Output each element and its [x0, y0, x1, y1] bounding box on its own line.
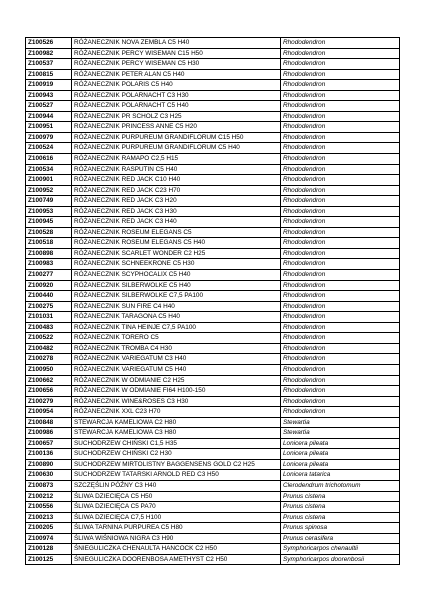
table-row	[26, 459, 400, 470]
latin-name-cell: Rhododendron	[281, 280, 400, 291]
latin-name-cell: Rhododendron	[281, 227, 400, 238]
plant-catalog-table	[25, 37, 400, 565]
product-name-cell: RÓŻANECZNIK W ODMIANIE FI64 H100-150	[72, 386, 281, 397]
latin-name-cell: Rhododendron	[281, 48, 400, 59]
table-row	[26, 80, 400, 91]
latin-name-cell: Clerodendrum trichotomum	[281, 480, 400, 491]
product-code-cell: Z100522	[26, 333, 72, 344]
latin-name-cell: Lonicera tatarica	[281, 470, 400, 481]
product-code-cell: Z100275	[26, 301, 72, 312]
table-row	[26, 428, 400, 439]
table-row	[26, 280, 400, 291]
product-code-cell: Z100630	[26, 470, 72, 481]
latin-name-cell: Rhododendron	[281, 333, 400, 344]
table-row	[26, 322, 400, 333]
latin-name-cell: Rhododendron	[281, 196, 400, 207]
product-name-cell: RÓŻANECZNIK SUN FIRE C4 H40	[72, 301, 281, 312]
product-name-cell: RÓŻANECZNIK RED JACK C23 H70	[72, 185, 281, 196]
product-code-cell: Z100213	[26, 512, 72, 523]
table-row	[26, 533, 400, 544]
table-row	[26, 48, 400, 59]
product-code-cell: Z100125	[26, 554, 72, 565]
product-code-cell: Z100951	[26, 122, 72, 133]
product-name-cell: RÓŻANECZNIK SCARLET WONDER C2 H25	[72, 248, 281, 259]
product-name-cell: RÓŻANECZNIK SCHNEEKRONE C5 H30	[72, 259, 281, 270]
product-name-cell: RÓŻANECZNIK TINA HEINJE C7,5 PA100	[72, 322, 281, 333]
product-name-cell: ŚLIWA DZIECIĘCA C5 PA70	[72, 502, 281, 513]
latin-name-cell: Rhododendron	[281, 312, 400, 323]
table-row	[26, 407, 400, 418]
product-code-cell: Z100212	[26, 491, 72, 502]
product-name-cell: ŚNIEGULICZKA CHENAULTA HANCOCK C2 H50	[72, 544, 281, 555]
product-name-cell: RÓŻANECZNIK SILBERWOLKE C5 H40	[72, 280, 281, 291]
product-code-cell: Z100657	[26, 438, 72, 449]
product-name-cell: RÓŻANECZNIK RED JACK C10 H40	[72, 175, 281, 186]
table-row	[26, 206, 400, 217]
product-name-cell: RÓŻANECZNIK NOVA ZEMBLA C5 H40	[72, 38, 281, 49]
product-name-cell: RÓŻANECZNIK POLARIS C5 H40	[72, 80, 281, 91]
product-name-cell: SUCHODRZEW TATARSKI ARNOLD RED C3 H50	[72, 470, 281, 481]
product-code-cell: Z100483	[26, 322, 72, 333]
product-name-cell: RÓŻANECZNIK PR SCHOLZ C3 H25	[72, 111, 281, 122]
product-code-cell: Z100983	[26, 259, 72, 270]
latin-name-cell: Rhododendron	[281, 101, 400, 112]
latin-name-cell: Rhododendron	[281, 154, 400, 165]
product-code-cell: Z100919	[26, 80, 72, 91]
table-row	[26, 227, 400, 238]
product-code-cell: Z100534	[26, 164, 72, 175]
product-name-cell: RÓŻANECZNIK PERCY WISEMAN C5 H30	[72, 59, 281, 70]
product-name-cell: RÓŻANECZNIK TARAGONA C5 H40	[72, 312, 281, 323]
product-code-cell: Z100953	[26, 206, 72, 217]
latin-name-cell: Symphoricarpos doorenbosii	[281, 554, 400, 565]
latin-name-cell: Rhododendron	[281, 38, 400, 49]
latin-name-cell: Rhododendron	[281, 259, 400, 270]
latin-name-cell: Rhododendron	[281, 111, 400, 122]
latin-name-cell: Rhododendron	[281, 248, 400, 259]
product-code-cell: Z100440	[26, 291, 72, 302]
product-code-cell: Z100205	[26, 523, 72, 534]
table-row	[26, 386, 400, 397]
table-row	[26, 449, 400, 460]
product-name-cell: SUCHODRZEW MIRTOLISTNY BAGGENSENS GOLD C2 H25	[72, 459, 281, 470]
table-row	[26, 164, 400, 175]
table-row	[26, 343, 400, 354]
product-code-cell: Z100982	[26, 48, 72, 59]
product-code-cell: Z100920	[26, 280, 72, 291]
product-code-cell: Z100662	[26, 375, 72, 386]
latin-name-cell: Rhododendron	[281, 69, 400, 80]
product-name-cell: RÓŻANECZNIK RASPUTIN C5 H40	[72, 164, 281, 175]
product-code-cell: Z100815	[26, 69, 72, 80]
product-name-cell: RÓŻANECZNIK WINE&ROSES C3 H30	[72, 396, 281, 407]
table-row	[26, 364, 400, 375]
latin-name-cell: Symphoricarpos chenaultii	[281, 544, 400, 555]
latin-name-cell: Rhododendron	[281, 364, 400, 375]
table-row	[26, 69, 400, 80]
product-name-cell: RÓŻANECZNIK PRINCESS ANNE C5 H20	[72, 122, 281, 133]
table-row	[26, 375, 400, 386]
latin-name-cell: Rhododendron	[281, 80, 400, 91]
product-code-cell: Z100944	[26, 111, 72, 122]
latin-name-cell: Rhododendron	[281, 291, 400, 302]
latin-name-cell: Lonicera pileata	[281, 449, 400, 460]
product-name-cell: ŚNIEGULICZKA DOORENBOSA AMETHYST C2 H50	[72, 554, 281, 565]
product-name-cell: RÓŻANECZNIK PURPUREUM GRANDIFLORUM C5 H40	[72, 143, 281, 154]
product-code-cell: Z100954	[26, 407, 72, 418]
table-row	[26, 143, 400, 154]
product-name-cell: RÓŻANECZNIK POLARNACHT C5 H40	[72, 101, 281, 112]
product-code-cell: Z100848	[26, 417, 72, 428]
latin-name-cell: Rhododendron	[281, 206, 400, 217]
latin-name-cell: Prunus cistena	[281, 491, 400, 502]
product-code-cell: Z100556	[26, 502, 72, 513]
latin-name-cell: Stewartia	[281, 417, 400, 428]
product-code-cell: Z100950	[26, 364, 72, 375]
product-name-cell: RÓŻANECZNIK PERCY WISEMAN C15 H50	[72, 48, 281, 59]
latin-name-cell: Lonicera pileata	[281, 438, 400, 449]
table-row	[26, 270, 400, 281]
product-name-cell: RÓŻANECZNIK TORERO C5	[72, 333, 281, 344]
table-row	[26, 90, 400, 101]
product-name-cell: RÓŻANECZNIK VARIEGATUM C5 H40	[72, 364, 281, 375]
table-row	[26, 238, 400, 249]
latin-name-cell: Rhododendron	[281, 354, 400, 365]
table-row	[26, 512, 400, 523]
product-code-cell: Z100952	[26, 185, 72, 196]
product-name-cell: RÓŻANECZNIK PETER ALAN C5 H40	[72, 69, 281, 80]
product-code-cell: Z100526	[26, 38, 72, 49]
latin-name-cell: Rhododendron	[281, 270, 400, 281]
product-code-cell: Z100749	[26, 196, 72, 207]
product-name-cell: RÓŻANECZNIK TROMBA C4 H30	[72, 343, 281, 354]
product-code-cell: Z100537	[26, 59, 72, 70]
table-row	[26, 417, 400, 428]
product-name-cell: RÓŻANECZNIK XXL C23 H70	[72, 407, 281, 418]
table-row	[26, 523, 400, 534]
product-name-cell: SZCZĘŚLIN PÓŹNY C3 H40	[72, 480, 281, 491]
product-name-cell: SUCHODRZEW CHIŃSKI C1,5 H35	[72, 438, 281, 449]
latin-name-cell: Rhododendron	[281, 143, 400, 154]
product-name-cell: RÓŻANECZNIK ROSEUM ELEGANS C5	[72, 227, 281, 238]
product-code-cell: Z100945	[26, 217, 72, 228]
product-name-cell: RÓŻANECZNIK RED JACK C3 H20	[72, 196, 281, 207]
table-row	[26, 59, 400, 70]
product-name-cell: RÓŻANECZNIK RED JACK C3 H40	[72, 217, 281, 228]
product-name-cell: RÓŻANECZNIK RAMAPO C2,5 H15	[72, 154, 281, 165]
product-code-cell: Z100527	[26, 101, 72, 112]
latin-name-cell: Rhododendron	[281, 238, 400, 249]
product-code-cell: Z100528	[26, 227, 72, 238]
latin-name-cell: Rhododendron	[281, 59, 400, 70]
latin-name-cell: Rhododendron	[281, 343, 400, 354]
product-code-cell: Z100278	[26, 354, 72, 365]
table-row	[26, 101, 400, 112]
table-row	[26, 491, 400, 502]
product-code-cell: Z100943	[26, 90, 72, 101]
latin-name-cell: Rhododendron	[281, 132, 400, 143]
product-name-cell: ŚLIWA DZIECIĘCA C7,5 H100	[72, 512, 281, 523]
product-code-cell: Z100524	[26, 143, 72, 154]
latin-name-cell: Rhododendron	[281, 322, 400, 333]
product-code-cell: Z100974	[26, 533, 72, 544]
latin-name-cell: Prunus cistena	[281, 512, 400, 523]
latin-name-cell: Rhododendron	[281, 375, 400, 386]
product-name-cell: RÓŻANECZNIK POLARNACHT C3 H30	[72, 90, 281, 101]
product-name-cell: RÓŻANECZNIK VARIEGATUM C3 H40	[72, 354, 281, 365]
table-row	[26, 333, 400, 344]
table-row	[26, 122, 400, 133]
latin-name-cell: Lonicera pileata	[281, 459, 400, 470]
product-name-cell: ŚLIWA DZIECIĘCA C5 H50	[72, 491, 281, 502]
latin-name-cell: Rhododendron	[281, 185, 400, 196]
table-row	[26, 175, 400, 186]
product-name-cell: RÓŻANECZNIK W ODMIANIE C2 H25	[72, 375, 281, 386]
table-row	[26, 438, 400, 449]
latin-name-cell: Rhododendron	[281, 175, 400, 186]
table-row	[26, 259, 400, 270]
table-row	[26, 470, 400, 481]
product-code-cell: Z100901	[26, 175, 72, 186]
table-row	[26, 312, 400, 323]
product-code-cell: Z100986	[26, 428, 72, 439]
product-code-cell: Z100128	[26, 544, 72, 555]
product-code-cell: Z100136	[26, 449, 72, 460]
latin-name-cell: Stewartia	[281, 428, 400, 439]
catalog-table-body	[26, 38, 400, 565]
product-name-cell: RÓŻANECZNIK SILBERWOLKE C7,5 PA100	[72, 291, 281, 302]
product-name-cell: RÓŻANECZNIK ROSEUM ELEGANS C5 H40	[72, 238, 281, 249]
product-name-cell: STEWARCJA KAMELIOWA C3 H80	[72, 428, 281, 439]
table-row	[26, 396, 400, 407]
latin-name-cell: Prunus cistena	[281, 502, 400, 513]
table-row	[26, 248, 400, 259]
product-code-cell: Z100482	[26, 343, 72, 354]
product-code-cell: Z100277	[26, 270, 72, 281]
latin-name-cell: Rhododendron	[281, 217, 400, 228]
product-name-cell: ŚLIWA TARNINA PURPUREA C5 H80	[72, 523, 281, 534]
table-row	[26, 301, 400, 312]
table-row	[26, 480, 400, 491]
product-code-cell: Z101031	[26, 312, 72, 323]
product-code-cell: Z100890	[26, 459, 72, 470]
latin-name-cell: Rhododendron	[281, 301, 400, 312]
product-name-cell: ŚLIWA WIŚNIOWA NIGRA C3 H90	[72, 533, 281, 544]
product-code-cell: Z100898	[26, 248, 72, 259]
latin-name-cell: Rhododendron	[281, 122, 400, 133]
product-code-cell: Z100279	[26, 396, 72, 407]
latin-name-cell: Rhododendron	[281, 407, 400, 418]
product-code-cell: Z100616	[26, 154, 72, 165]
table-row	[26, 38, 400, 49]
latin-name-cell: Prunus spinosa	[281, 523, 400, 534]
table-row	[26, 502, 400, 513]
product-code-cell: Z100979	[26, 132, 72, 143]
table-row	[26, 111, 400, 122]
table-row	[26, 154, 400, 165]
product-name-cell: RÓŻANECZNIK PURPUREUM GRANDIFLORUM C15 H50	[72, 132, 281, 143]
table-row	[26, 544, 400, 555]
product-code-cell: Z100518	[26, 238, 72, 249]
product-name-cell: SUCHODRZEW CHIŃSKI C2 H30	[72, 449, 281, 460]
table-row	[26, 196, 400, 207]
table-row	[26, 217, 400, 228]
product-code-cell: Z100873	[26, 480, 72, 491]
product-name-cell: RÓŻANECZNIK SCYPHOCALIX C5 H40	[72, 270, 281, 281]
table-row	[26, 185, 400, 196]
table-row	[26, 554, 400, 565]
product-name-cell: STEWARCJA KAMELIOWA C2 H80	[72, 417, 281, 428]
latin-name-cell: Rhododendron	[281, 396, 400, 407]
product-name-cell: RÓŻANECZNIK RED JACK C3 H30	[72, 206, 281, 217]
table-row	[26, 291, 400, 302]
table-row	[26, 132, 400, 143]
latin-name-cell: Rhododendron	[281, 164, 400, 175]
latin-name-cell: Prunus cerasifera	[281, 533, 400, 544]
product-code-cell: Z100656	[26, 386, 72, 397]
latin-name-cell: Rhododendron	[281, 386, 400, 397]
latin-name-cell: Rhododendron	[281, 90, 400, 101]
table-row	[26, 354, 400, 365]
